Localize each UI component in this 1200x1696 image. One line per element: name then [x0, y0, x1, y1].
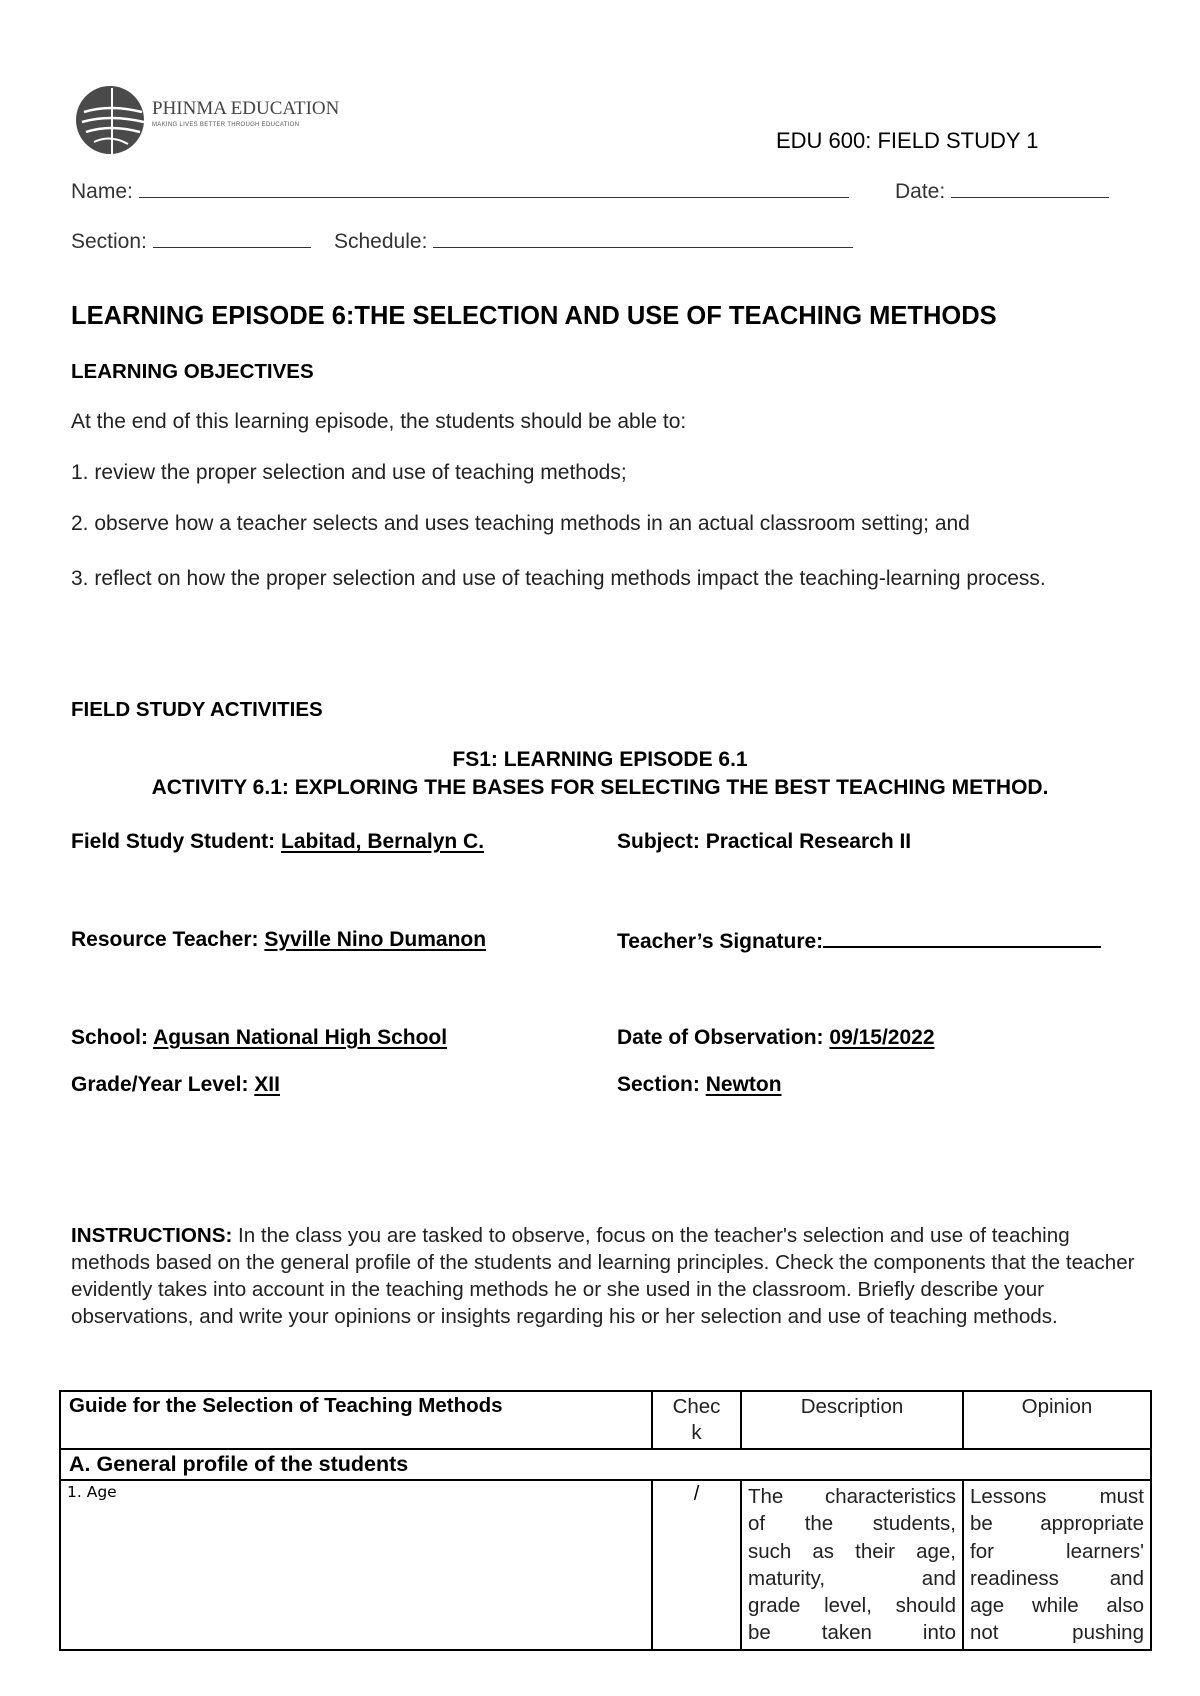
logo-brand: PHINMA EDUCATION [152, 98, 340, 119]
opinion-line: be appropriate [970, 1512, 1144, 1536]
row-item-age: 1. Age [60, 1480, 652, 1650]
subject-label: Subject: [617, 830, 700, 853]
header-opinion: Opinion [963, 1391, 1151, 1449]
schedule-field[interactable] [433, 229, 853, 248]
header-check [652, 1391, 741, 1449]
teacher-value: Syville Nino Dumanon [264, 928, 487, 951]
instructions [71, 1222, 1141, 1330]
signature-label: Teacher’s Signature: [617, 930, 824, 953]
schedule-line [334, 229, 853, 254]
course-code: EDU 600: FIELD STUDY 1 [776, 128, 1039, 153]
name-line [71, 179, 849, 204]
subject-value: Practical Research II [705, 830, 912, 853]
section-info [617, 1073, 782, 1097]
description-line: maturity, and [748, 1566, 956, 1590]
subject-info [617, 830, 911, 854]
observation-label: Date of Observation: [617, 1026, 824, 1049]
date-line [895, 179, 1109, 204]
header-description: Description [741, 1391, 963, 1449]
signature-field[interactable] [823, 928, 1101, 948]
observation-value: 09/15/2022 [829, 1026, 935, 1049]
opinion-line: Lessons must [970, 1485, 1144, 1508]
student-value: Labitad, Bernalyn C. [281, 830, 485, 853]
description-line: of the students, [748, 1512, 956, 1536]
school-value: Agusan National High School [153, 1026, 448, 1049]
grade-value: XII [254, 1073, 280, 1096]
schedule-label: Schedule: [334, 230, 428, 253]
date-label: Date: [895, 180, 946, 203]
objectives-heading: LEARNING OBJECTIVES [71, 360, 314, 383]
student-info [71, 830, 484, 854]
header-check-line1: Chec [672, 1395, 721, 1418]
table-row [60, 1480, 1151, 1650]
student-label: Field Study Student: [71, 830, 276, 853]
section-value: Newton [705, 1073, 782, 1096]
description-line: The characteristics [748, 1485, 956, 1508]
section-a-row [60, 1449, 1151, 1480]
school-label: School: [71, 1026, 148, 1049]
section-label: Section: [71, 230, 147, 253]
grade-info [71, 1073, 280, 1097]
header-check-line2: k [691, 1421, 702, 1444]
header-guide: Guide for the Selection of Teaching Methods [60, 1391, 652, 1449]
instructions-text: In the class you are tasked to observe, focus on the teacher's selection and use of teaching methods based on the general profile of the students and learning principles. Check the components that the teacher evidently takes into account in the teaching methods he or she used in the classroom. Briefly describe your observations, and write your opinions or insights regarding his or her selection and use of teaching methods. [71, 1224, 1135, 1328]
description-line: grade level, should [748, 1594, 956, 1618]
section-field[interactable] [153, 229, 311, 248]
section-info-label: Section: [617, 1073, 700, 1096]
activity-title: ACTIVITY 6.1: EXPLORING THE BASES FOR SELECTING THE BEST TEACHING METHOD. [151, 776, 1049, 799]
grade-label: Grade/Year Level: [71, 1073, 249, 1096]
name-label: Name: [71, 180, 133, 203]
objective-item-1: 1. review the proper selection and use of teaching methods; [71, 461, 627, 484]
school-info [71, 1026, 447, 1050]
opinion-line: for learners' [970, 1539, 1144, 1563]
section-a-label: A. General profile of the students [60, 1449, 1151, 1480]
selection-guide-table [59, 1390, 1152, 1651]
objective-item-2: 2. observe how a teacher selects and uses teaching methods in an actual classroom setting; and [71, 512, 970, 535]
signature-info [617, 928, 1101, 954]
description-line: be taken into [748, 1621, 956, 1645]
teacher-info [71, 928, 486, 952]
objective-item-3: 3. reflect on how the proper selection and use of teaching methods impact the teaching-learning process. [71, 567, 1046, 590]
date-field[interactable] [951, 179, 1109, 198]
name-field[interactable] [139, 179, 849, 198]
opinion-line: age while also [970, 1594, 1144, 1618]
opinion-line: not pushing [970, 1621, 1144, 1645]
episode-title: FS1: LEARNING EPISODE 6.1 [452, 748, 748, 771]
logo-tagline: MAKING LIVES BETTER THROUGH EDUCATION [152, 122, 300, 128]
instructions-label: INSTRUCTIONS: [71, 1224, 233, 1247]
opinion-line: readiness and [970, 1566, 1144, 1590]
row-opinion [963, 1480, 1151, 1650]
phinma-logo [72, 82, 362, 162]
section-line [71, 229, 311, 254]
observation-info [617, 1026, 935, 1050]
table-header-row [60, 1391, 1151, 1449]
activities-heading: FIELD STUDY ACTIVITIES [71, 698, 323, 721]
row-check-mark[interactable]: / [652, 1480, 741, 1650]
objectives-intro: At the end of this learning episode, the students should be able to: [71, 410, 687, 433]
teacher-label: Resource Teacher: [71, 928, 259, 951]
page-title: LEARNING EPISODE 6:THE SELECTION AND USE OF TEACHING METHODS [71, 302, 997, 330]
description-line: such as their age, [748, 1539, 956, 1563]
row-description [741, 1480, 963, 1650]
